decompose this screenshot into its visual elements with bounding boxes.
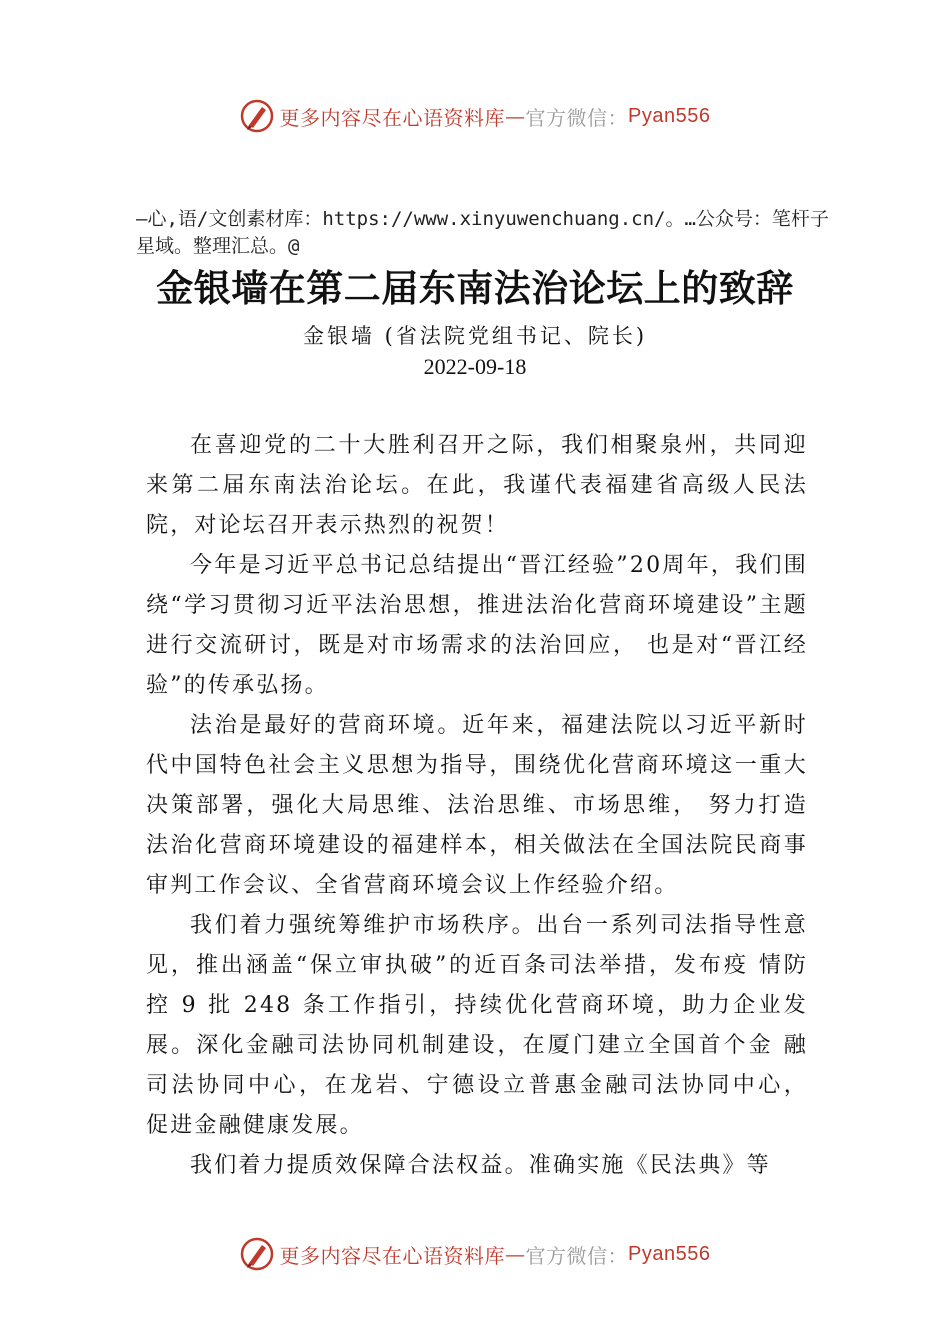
watermark-wechat-id: Pyan556 — [628, 1242, 711, 1265]
paragraph: 今年是习近平总书记总结提出“晋江经验”20周年，我们围绕“学习贯彻习近平法治思想，推进法治化营商环境建设”主题进行交流研讨，既是对市场需求的法治回应， 也是对“晋江经验”的传承弘扬。 — [146, 553, 808, 698]
watermark-separator: — — [505, 1242, 526, 1266]
paragraph: 我们着力提质效保障合法权益。准确实施《民法典》等 — [190, 1153, 771, 1178]
watermark-separator: — — [505, 104, 526, 128]
document-body — [146, 426, 808, 1186]
paragraph: 法治是最好的营商环境。近年来，福建法院以习近平新时代中国特色社会主义思想为指导，围绕优化营商环境这一重大决策部署，强化大局思维、法治思维、市场思维， 努力打造法治化营商环境建设的福建样本，相关做法在全国法院民商事审判工作会议、全省营商环境会议上作经验介绍。 — [146, 713, 808, 898]
source-note: —心,语/文创素材库：https://www.xinyuwenchuang.cn/。…公众号：笔杆子星域。整理汇总。@ — [136, 208, 829, 257]
watermark-main-text: 更多内容尽在心语资料库 — [279, 105, 506, 130]
watermark-contact-label: 官方微信： — [525, 1243, 629, 1268]
watermark-banner-top — [0, 96, 950, 136]
watermark-banner-bottom — [0, 1234, 950, 1274]
pen-logo-icon — [240, 1237, 274, 1271]
document-title: 金银墙在第二届东南法治论坛上的致辞 — [156, 266, 794, 310]
document-date: 2022-09-18 — [423, 354, 527, 379]
watermark-main-text: 更多内容尽在心语资料库 — [279, 1243, 506, 1268]
watermark-wechat-id: Pyan556 — [628, 104, 711, 127]
watermark-contact-label: 官方微信： — [525, 105, 629, 130]
pen-logo-icon — [240, 99, 274, 133]
paragraph: 在喜迎党的二十大胜利召开之际，我们相聚泉州，共同迎来第二届东南法治论坛。在此，我谨代表福建省高级人民法院，对论坛召开表示热烈的祝贺！ — [146, 433, 808, 538]
document-byline: 金银墙 (省法院党组书记、院长) — [302, 324, 648, 348]
paragraph: 我们着力强统筹维护市场秩序。出台一系列司法指导性意见，推出涵盖“保立审执破”的近百条司法举措，发布疫 情防控 9 批 248 条工作指引，持续优化营商环境，助力企业发展。深化金融司法协同机制建设，在厦门建立全国首个金 融司法协同中心，在龙岩、宁德设立普惠金融司法协同中心， 促进金融健康发展。 — [146, 913, 808, 1138]
